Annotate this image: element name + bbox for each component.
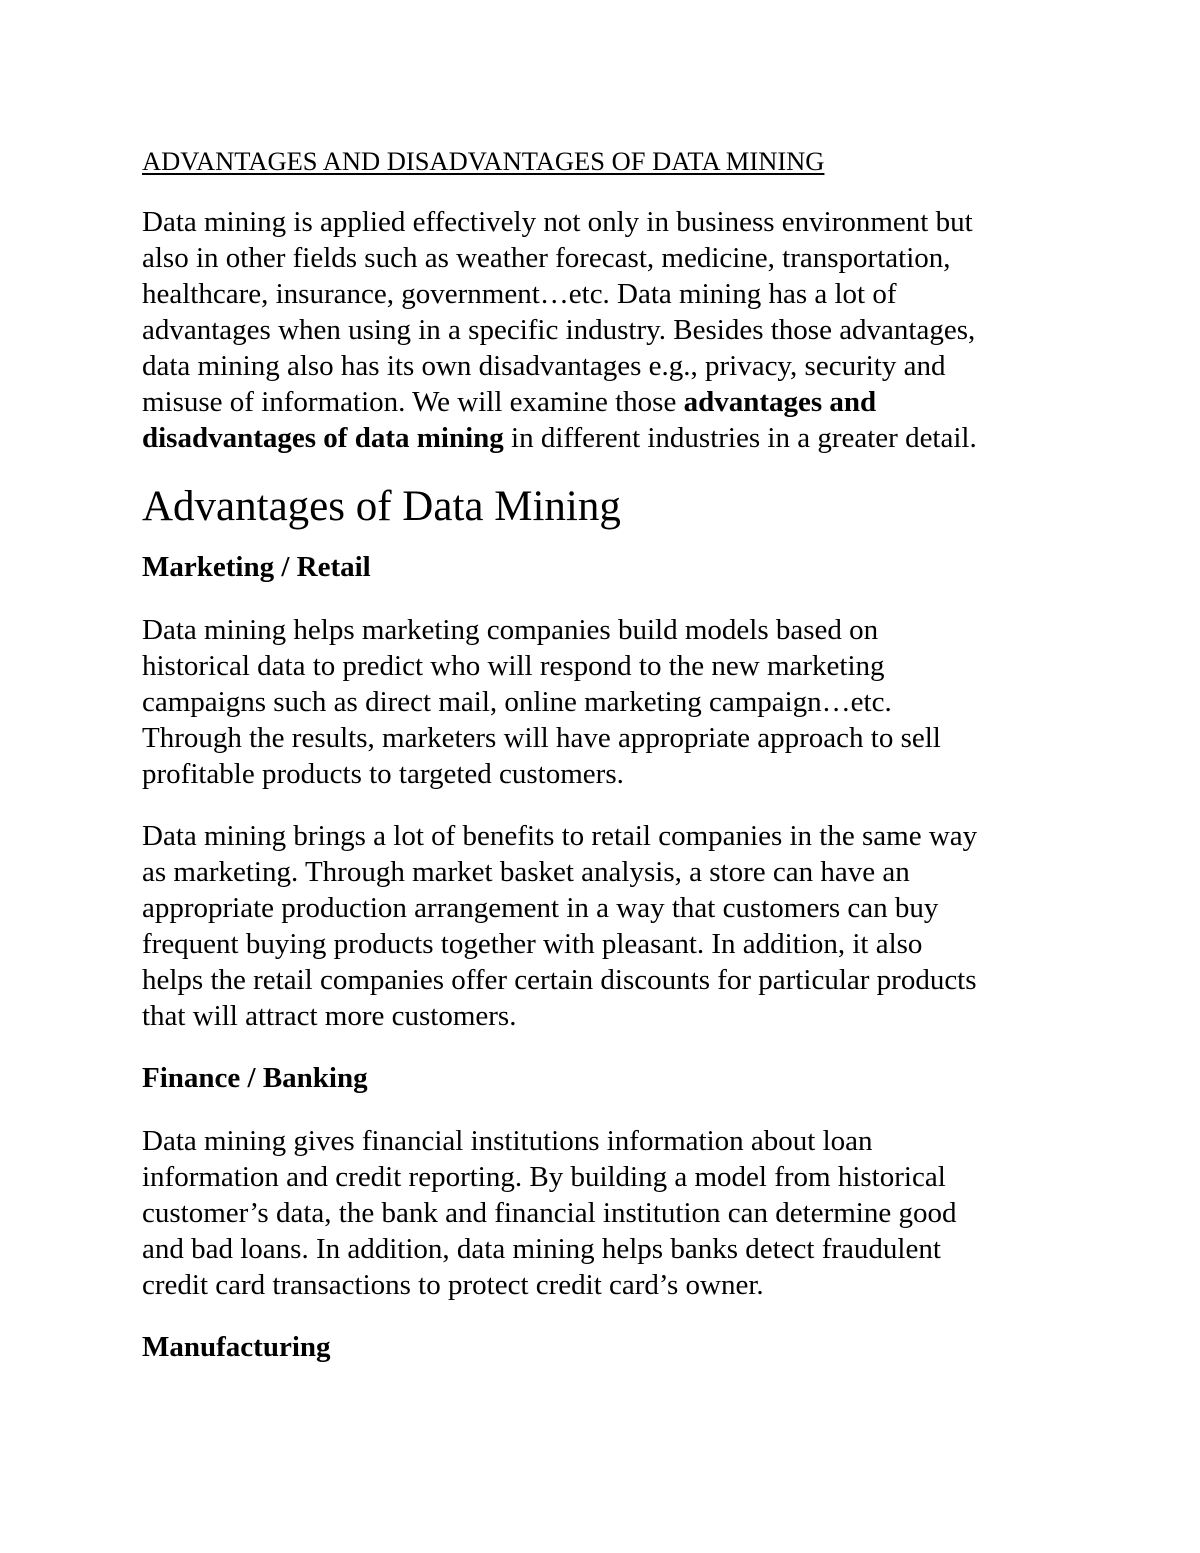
document-body: [142, 143, 1062, 1392]
paragraph-line: appropriate production arrangement in a way that customers can buy: [142, 892, 939, 924]
marketing-paragraph: [142, 612, 1062, 792]
paragraph-line: Through the results, marketers will have appropriate approach to sell: [142, 722, 941, 754]
paragraph-line: Data mining gives financial institutions information about loan: [142, 1125, 873, 1157]
intro-line: [142, 384, 1062, 420]
paragraph-line: campaigns such as direct mail, online marketing campaign…etc.: [142, 686, 892, 718]
paragraph-line: historical data to predict who will respond to the new marketing: [142, 650, 885, 682]
paragraph-line: Data mining helps marketing companies build models based on: [142, 614, 879, 646]
paragraph-line: frequent buying products together with pleasant. In addition, it also: [142, 928, 923, 960]
intro-bold-text: advantages and: [683, 386, 877, 418]
intro-bold-text: disadvantages of data mining: [142, 422, 504, 454]
subheading-manufacturing: Manufacturing: [142, 1331, 331, 1363]
paragraph-line: that will attract more customers.: [142, 1000, 517, 1032]
intro-line: [142, 420, 1062, 456]
subheading-finance-banking: Finance / Banking: [142, 1062, 368, 1094]
retail-paragraph: [142, 818, 1062, 1034]
section-heading-advantages: Advantages of Data Mining: [142, 483, 621, 530]
intro-line: healthcare, insurance, government…etc. Data mining has a lot of: [142, 278, 897, 310]
paragraph-line: Data mining brings a lot of benefits to retail companies in the same way: [142, 820, 978, 852]
paragraph-line: information and credit reporting. By building a model from historical: [142, 1161, 946, 1193]
intro-line: also in other fields such as weather forecast, medicine, transportation,: [142, 242, 951, 274]
intro-text: misuse of information. We will examine those: [142, 386, 684, 418]
intro-line: Data mining is applied effectively not only in business environment but: [142, 206, 973, 238]
subheading-marketing-retail: Marketing / Retail: [142, 551, 371, 583]
intro-line: advantages when using in a specific industry. Besides those advantages,: [142, 314, 976, 346]
paragraph-line: as marketing. Through market basket analysis, a store can have an: [142, 856, 910, 888]
document-title: ADVANTAGES AND DISADVANTAGES OF DATA MINING: [142, 146, 825, 176]
intro-line: data mining also has its own disadvantages e.g., privacy, security and: [142, 350, 946, 382]
paragraph-line: profitable products to targeted customers.: [142, 758, 624, 790]
paragraph-line: helps the retail companies offer certain discounts for particular products: [142, 964, 977, 996]
finance-paragraph: [142, 1123, 1062, 1303]
intro-paragraph: [142, 204, 1062, 456]
paragraph-line: customer’s data, the bank and financial institution can determine good: [142, 1197, 957, 1229]
paragraph-line: and bad loans. In addition, data mining helps banks detect fraudulent: [142, 1233, 941, 1265]
paragraph-line: credit card transactions to protect credit card’s owner.: [142, 1269, 764, 1301]
intro-text: in different industries in a greater detail.: [503, 422, 977, 454]
